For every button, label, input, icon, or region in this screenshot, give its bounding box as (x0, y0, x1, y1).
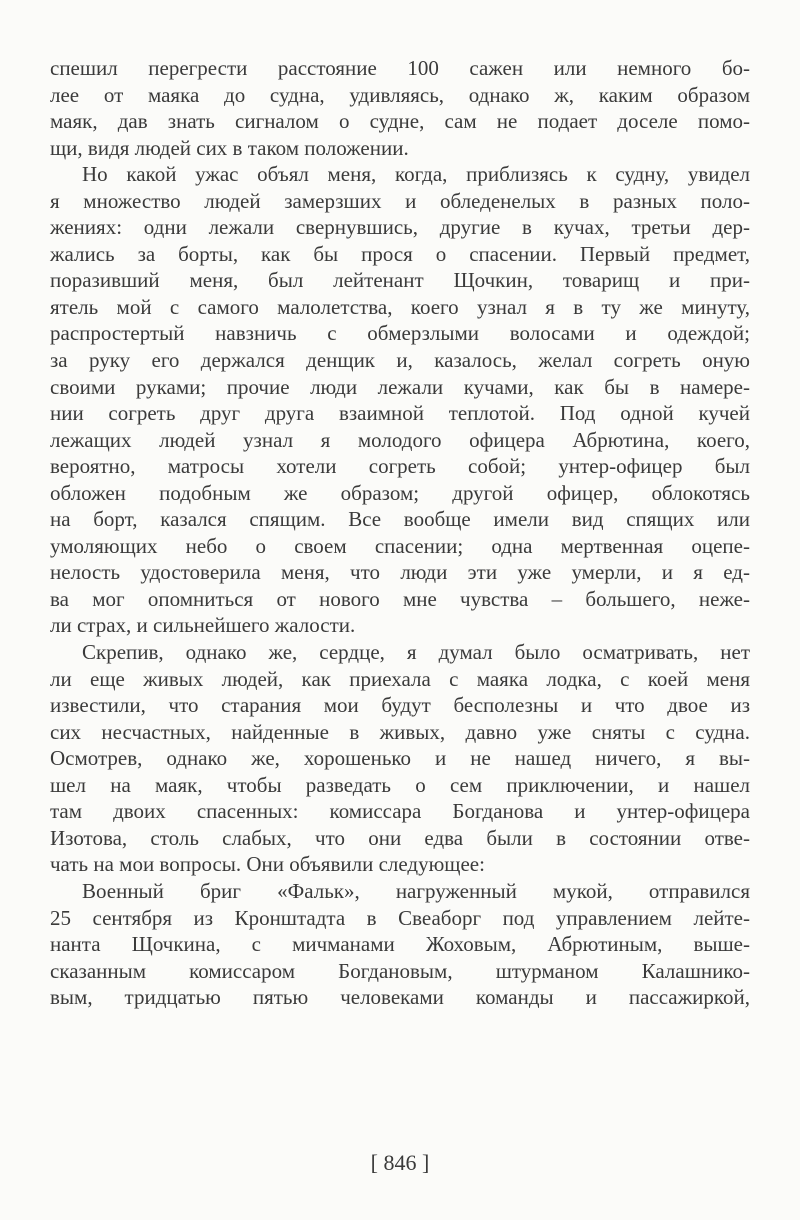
text-line: чать на мои вопросы. Они объявили следующее: (50, 852, 485, 877)
text-line: ли еще живых людей, как приехала с маяка лодка, с коей меня (50, 666, 750, 691)
text-line: ятель мой с самого малолетства, коего узнал я в ту же минуту, (50, 294, 750, 319)
text-line: Военный бриг «Фальк», нагруженный мукой, отправился (82, 878, 750, 903)
text-line: ва мог опомниться от нового мне чувства – большего, неже- (50, 586, 750, 611)
text-line: Скрепив, однако же, сердце, я думал было осматривать, нет (82, 640, 750, 665)
text-line: Но какой ужас объял меня, когда, приблизясь к судну, увидел (82, 162, 750, 187)
text-line: нанта Щочкина, с мичманами Жоховым, Абрютиным, выше- (50, 932, 750, 957)
text-line: я множество людей замерзших и обледенелых в разных поло- (50, 188, 750, 213)
text-line: нелость удостоверила меня, что люди эти уже умерли, и я ед- (50, 560, 750, 585)
text-line: нии согреть друг друга взаимной теплотой. Под одной кучей (50, 401, 750, 426)
text-line: на борт, казался спящим. Все вообще имели вид спящих или (50, 507, 750, 532)
text-line: там двоих спасенных: комиссара Богданова и унтер-офицера (50, 799, 750, 824)
text-line: умоляющих небо о своем спасении; одна мертвенная оцепе- (50, 533, 750, 558)
page-number: [ 846 ] (370, 1150, 430, 1175)
text-line: поразивший меня, был лейтенант Щочкин, товарищ и при- (50, 268, 750, 293)
text-line: маяк, дав знать сигналом о судне, сам не подает доселе помо- (50, 109, 750, 134)
text-line: ли страх, и сильнейшего жалости. (50, 613, 356, 638)
text-line: жались за борты, как бы прося о спасении. Первый предмет, (50, 241, 750, 266)
text-line: шел на маяк, чтобы разведать о сем приключении, и нашел (50, 772, 750, 797)
text-line: распростертый навзничь с обмерзлыми волосами и одеждой; (50, 321, 750, 346)
text-line: известили, что старания мои будут бесполезны и что двое из (50, 693, 750, 718)
text-line: лее от маяка до судна, удивляясь, однако ж, каким образом (50, 82, 750, 107)
text-line: Изотова, столь слабых, что они едва были в состоянии отве- (50, 825, 750, 850)
text-line: вероятно, матросы хотели согреть собой; унтер-офицер был (50, 454, 750, 479)
text-line: обложен подобным же образом; другой офицер, облокотясь (50, 480, 750, 505)
page-body-text (50, 55, 750, 1011)
text-line: Осмотрев, однако же, хорошенько и не нашед ничего, я вы- (50, 746, 750, 771)
text-line: сих несчастных, найденные в живых, давно уже сняты с судна. (50, 719, 750, 744)
text-line: своими руками; прочие люди лежали кучами, как бы в намере- (50, 374, 750, 399)
text-line: спешил перегрести расстояние 100 сажен или немного бо- (50, 56, 750, 80)
text-line: щи, видя людей сих в таком положении. (50, 135, 409, 160)
text-line: лежащих людей узнал я молодого офицера Абрютина, коего, (50, 427, 750, 452)
text-line: вым, тридцатью пятью человеками команды и пассажиркой, (50, 985, 750, 1010)
text-line: жениях: одни лежали свернувшись, другие в кучах, третьи дер- (50, 215, 750, 240)
text-line: 25 сентября из Кронштадта в Свеаборг под управлением лейте- (50, 905, 750, 930)
text-line: сказанным комиссаром Богдановым, штурманом Калашнико- (50, 958, 750, 983)
text-line: за руку его держался денщик и, казалось, желал согреть оную (50, 348, 750, 373)
